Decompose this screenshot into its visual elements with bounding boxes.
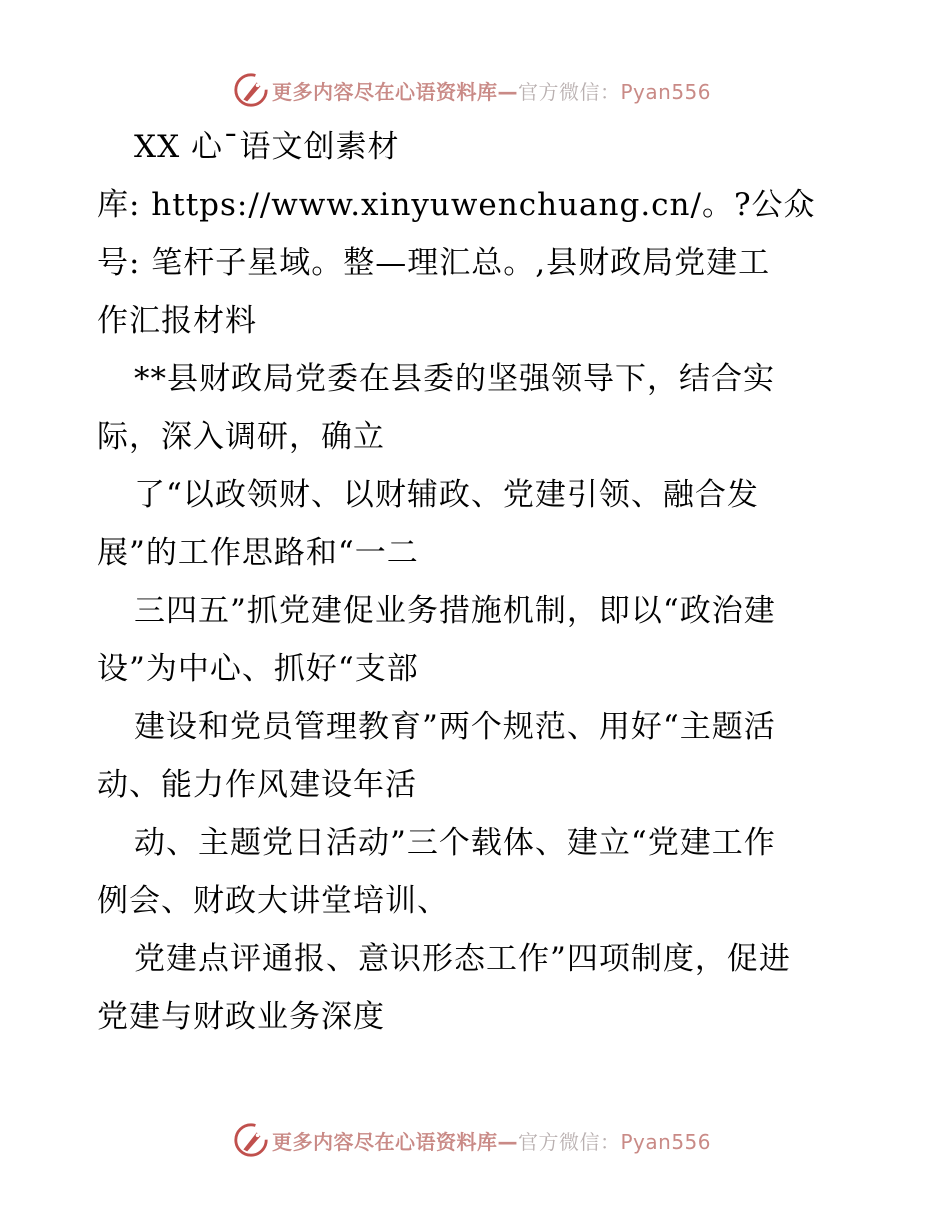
banner-wechat-label: 官方微信： [518, 79, 621, 104]
banner-wechat-id: Pyan556 [620, 79, 712, 104]
banner-promo-text: 更多内容尽在心语资料库— [272, 79, 518, 104]
doc-line: 设”为中心、抓好“支部 [97, 651, 419, 687]
doc-line: 三四五”抓党建促业务措施机制，即以“政治建 [134, 593, 776, 629]
pen-nib-logo-icon [232, 1121, 270, 1159]
footer-banner [232, 1120, 711, 1160]
doc-line: 例会、财政大讲堂培训、 [97, 883, 449, 919]
doc-line: 了“以政领财、以财辅政、党建引领、融合发 [134, 477, 759, 513]
banner-wechat-label: 官方微信： [518, 1129, 621, 1154]
doc-line: 号: 笔杆子星域。整—理汇总。,县财政局党建工 [97, 245, 771, 281]
doc-line: 作汇报材料 [97, 303, 257, 339]
doc-line: 动、能力作风建设年活 [97, 767, 417, 803]
doc-line: 建设和党员管理教育”两个规范、用好“主题活 [134, 709, 776, 745]
doc-line: 库: https://www.xinyuwenchuang.cn/。?公众 [97, 187, 816, 223]
doc-line: 党建与财政业务深度 [97, 999, 385, 1035]
header-banner [232, 70, 711, 110]
banner-promo-text: 更多内容尽在心语资料库— [272, 1129, 518, 1154]
doc-line: 党建点评通报、意识形态工作”四项制度，促进 [134, 941, 791, 977]
doc-line: 动、主题党日活动”三个载体、建立“党建工作 [134, 825, 776, 861]
document-body [97, 118, 877, 1046]
pen-nib-logo-icon [232, 71, 270, 109]
doc-line: XX 心¯语文创素材 [134, 129, 400, 165]
doc-line: 际，深入调研，确立 [97, 419, 385, 455]
doc-line: **县财政局党委在县委的坚强领导下，结合实 [134, 361, 775, 397]
banner-text [272, 1126, 711, 1155]
banner-text [272, 76, 711, 105]
banner-wechat-id: Pyan556 [620, 1129, 712, 1154]
doc-line: 展”的工作思路和“一二 [97, 535, 419, 571]
